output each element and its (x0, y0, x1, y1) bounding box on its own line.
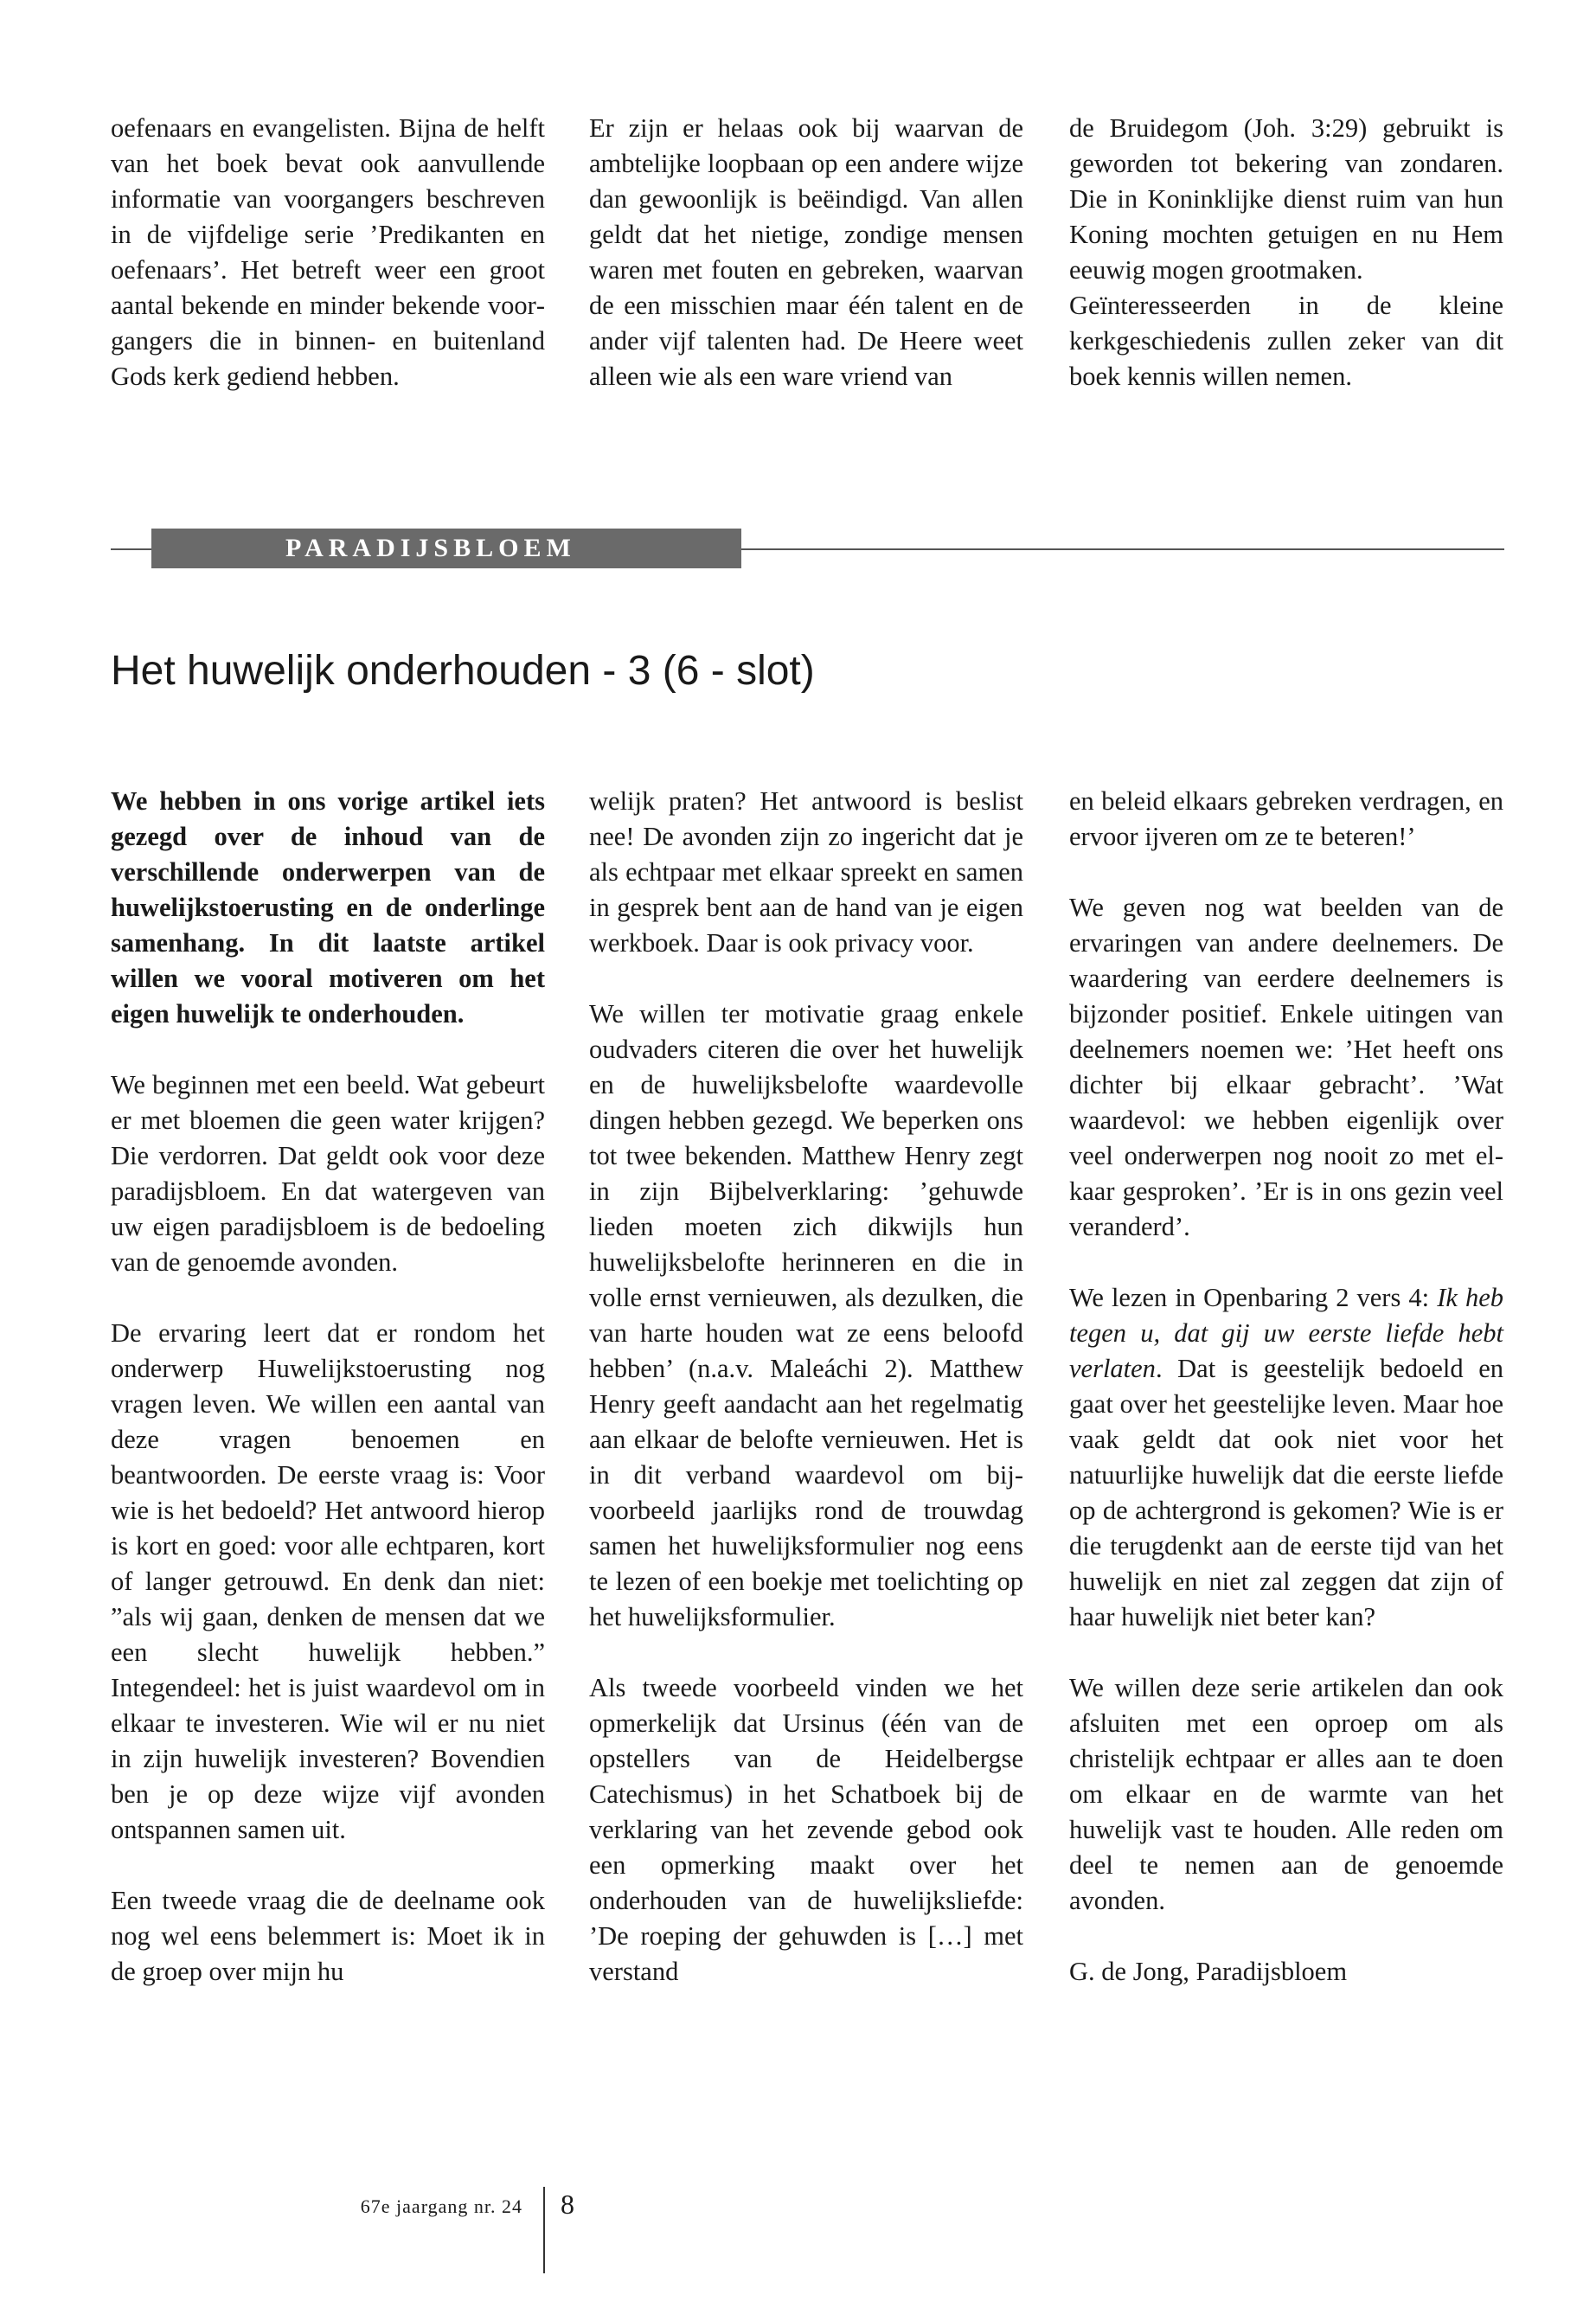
issue-info: 67e jaargang nr. 24 (360, 2195, 522, 2217)
top-column-1 (111, 111, 545, 394)
paragraph: en beleid elkaars gebreken verdragen, en ervoor ijveren om ze te beteren!’ (1069, 786, 1503, 851)
article-column-3 (1069, 784, 1503, 1990)
section-rule-right (741, 548, 1504, 550)
article-column-2 (589, 784, 1023, 1990)
top-column-3 (1069, 111, 1503, 394)
paragraph-intro: We lezen in Openbaring 2 vers 4: (1069, 1283, 1438, 1312)
paragraph: Er zijn er helaas ook bij waarvan de ambtelijke loopbaan op een andere wijze dan gewoonlijk is beëindigd. Van allen geldt dat het nietige, zondige mensen waren met fouten en gebreken, waarvan de een misschien maar één talent en de ander vijf talenten had. De Heere weet alleen wie als een ware vriend van (589, 113, 1023, 391)
article-lead: We hebben in ons vorige artikel iets gezegd over de inhoud van de verschillende onderwerpen van de huwelijkstoerusting en de onderlinge samenhang. In dit laatste artikel willen we vooral motiveren om het eigen huwelijk te onderhouden. (111, 786, 545, 1029)
paragraph: De ervaring leert dat er rondom het onderwerp Huwelijkstoerusting nog vragen leven. We willen een aantal van deze vragen benoemen en beantwoorden. De eerste vraag is: Voor wie is het bedoeld? Het antwoord hierop is kort en goed: voor alle echtparen, kort of langer getrouwd. En denk dan niet: ”als wij gaan, denken de mensen dat we een slecht huwelijk hebben.” Integendeel: het is juist waardevol om in elkaar te investeren. Wie wil er nu niet in zijn huwelijk investeren? Bovendien ben je op deze wijze vijf avonden ontspannen samen uit. (111, 1318, 545, 1844)
article-signature: G. de Jong, Paradijsbloem (1069, 1957, 1348, 1986)
article-column-1 (111, 784, 545, 1990)
paragraph: de Bruidegom (Joh. 3:29) gebruikt is geworden tot bekering van zondaren. Die in Koninklijke dienst ruim van hun Koning mochten getuigen en nu Hem eeuwig mogen grootmaken. (1069, 113, 1503, 285)
paragraph: We willen deze serie artikelen dan ook afsluiten met een oproep om als christelijk echtpaar er alles aan te doen om elkaar en de warmte van het huwelijk vast te houden. Alle reden om deel te nemen aan de genoemde avonden. (1069, 1673, 1503, 1915)
paragraph (1069, 1280, 1503, 1635)
paragraph: Een tweede vraag die de deelname ook nog wel eens belemmert is: Moet ik in de groep over mijn hu (111, 1886, 545, 1986)
paragraph: welijk praten? Het antwoord is beslist nee! De avonden zijn zo ingericht dat je als echtpaar met elkaar spreekt en samen in gesprek bent aan de hand van je eigen werkboek. Daar is ook privacy voor. (589, 786, 1023, 958)
paragraph: Als tweede voorbeeld vinden we het opmerkelijk dat Ursinus (één van de opstellers van de Heidelbergse Catechismus) in het Schatboek bij de verklaring van het zevende gebod ook een opmerking maakt over het onderhouden van de huwelijksliefde: ’De roeping der gehuwden is […] met verstand (589, 1673, 1023, 1986)
bible-quote: Ik heb tegen u, dat gij uw eerste liefde hebt verlaten (1069, 1283, 1504, 1383)
footer-divider (543, 2187, 545, 2273)
section-label: PARADIJSBLOEM (285, 534, 576, 562)
paragraph: We willen ter motivatie graag enkele oudvaders citeren die over het huwelijk en de huwelijksbelofte waardevolle dingen hebben gezegd. We beperken ons tot twee bekenden. Matthew Henry zegt in zijn Bijbelverklaring: ’gehuwde lieden moeten zich dikwijls hun huwelijksbelofte herinneren en die in volle ernst vernieuwen, als dezulken, die van harte houden wat ze eens beloofd hebben’ (n.a.v. Maleáchi 2). Matthew Henry geeft aandacht aan het regelmatig aan elkaar de belofte vernieuwen. Het is in dit verband waardevol om bijvoorbeeld jaarlijks rond de trouwdag samen het huwelijksformulier nog eens te lezen of een boekje met toelichting op het huwelijksformulier. (589, 999, 1023, 1631)
top-column-2 (589, 111, 1023, 394)
paragraph: We beginnen met een beeld. Wat gebeurt er met bloemen die geen water krijgen? Die verdorren. Dat geldt ook voor deze paradijsbloem. En dat watergeven van uw eigen paradijsbloem is de bedoeling van de genoemde avonden. (111, 1070, 545, 1277)
section-header (151, 529, 741, 568)
paragraph: oefenaars en evangelisten. Bijna de helft van het boek bevat ook aanvullende informatie van voorgangers beschreven in de vijfdelige serie ’Predikanten en oefenaars’. Het betreft weer een groot aantal bekende en minder bekende voorgangers die in binnen- en buitenland Gods kerk gediend hebben. (111, 113, 545, 391)
article-title: Het huwelijk onderhouden - 3 (6 - slot) (111, 648, 815, 694)
paragraph: We geven nog wat beelden van de ervaringen van andere deelnemers. De waardering van eerdere deelnemers is bijzonder positief. Enkele uitingen van deelnemers noemen we: ’Het heeft ons dichter bij elkaar gebracht’. ’Wat waardevol: we hebben eigenlijk over veel onderwerpen nog nooit zo met elkaar gesproken’. ’Er is in ons gezin veel veranderd’. (1069, 893, 1503, 1241)
paragraph-rest: . Dat is geestelijk bedoeld en gaat over het geestelijke leven. Maar hoe vaak geldt dat ook niet voor het natuurlijke huwelijk dat die eerste liefde op de achtergrond is gekomen? Wie is er die terugdenkt aan de eerste tijd van het huwelijk en niet zal zeggen dat zijn of haar huwelijk niet beter kan? (1069, 1354, 1503, 1631)
paragraph: Geïnteresseerden in de kleine kerkgeschiedenis zullen zeker van dit boek kennis willen nemen. (1069, 291, 1503, 391)
page-number: 8 (561, 2189, 574, 2220)
section-rule-left (111, 548, 151, 550)
